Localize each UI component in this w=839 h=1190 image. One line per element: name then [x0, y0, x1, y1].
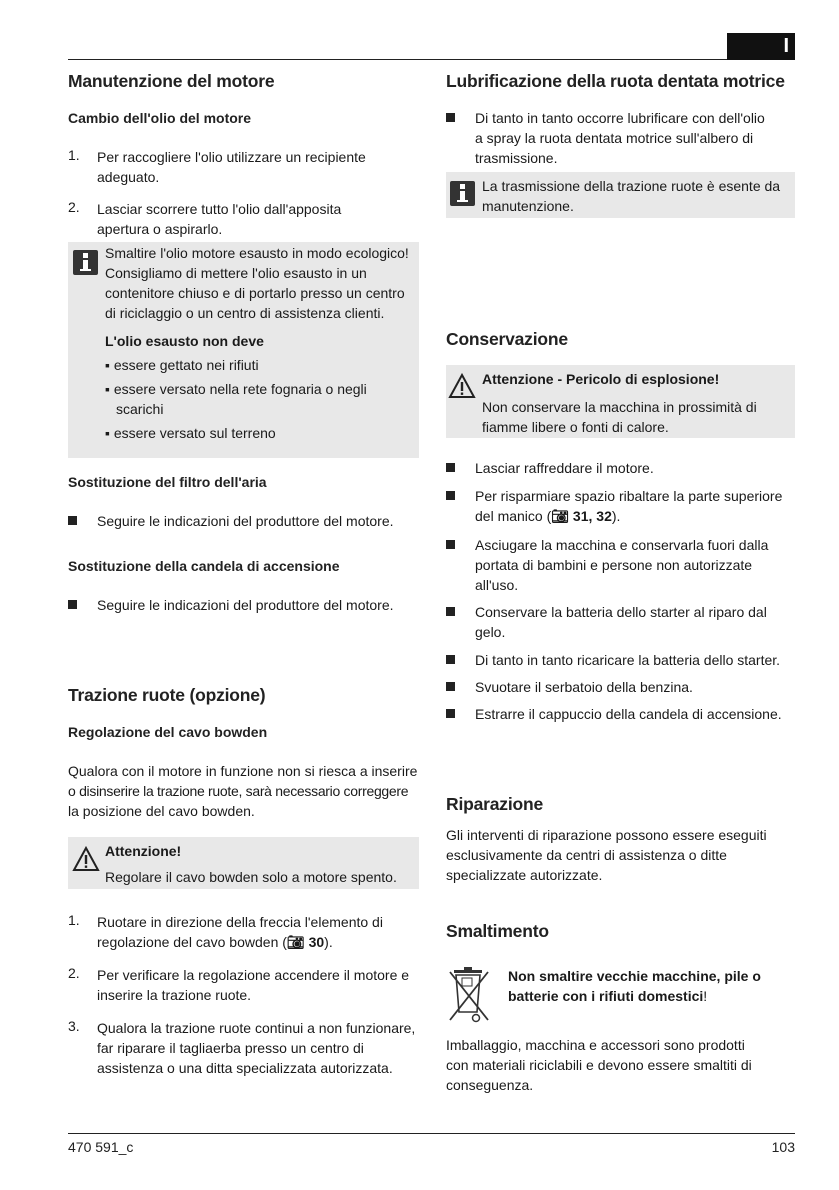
bullet-square	[446, 113, 455, 122]
bullet-square	[446, 607, 455, 616]
item-line: Per risparmiare spazio ribaltare la parte superiore	[475, 488, 783, 504]
step-number: 2.	[68, 199, 80, 215]
step-line: assistenza o una ditta specializzata autorizzata.	[97, 1060, 393, 1076]
paragraph-line: con materiali riciclabili e devono essere smaltiti di	[446, 1057, 752, 1073]
step-line: Per verificare la regolazione accendere il motore e	[97, 967, 410, 983]
warning-box-explosion	[446, 365, 795, 438]
info-bullet: ▪ essere versato sul terreno	[105, 425, 276, 441]
info-bullet-cont: scarichi	[116, 401, 164, 417]
bowden-title: Regolazione del cavo bowden	[68, 724, 268, 740]
item-text-pre: del manico (	[475, 508, 552, 524]
info-line: contenitore chiuso e di portarlo presso un centro	[105, 285, 405, 301]
lubrication-title: Lubrificazione della ruota dentata motrice	[446, 71, 785, 91]
warning-icon	[72, 846, 100, 872]
camera-icon: 📷︎	[551, 508, 570, 524]
bullet-square	[446, 463, 455, 472]
figure-ref: 30	[304, 934, 325, 950]
warning-title: Attenzione - Pericolo di esplosione!	[482, 371, 720, 387]
disposal-warning-line	[508, 986, 761, 1006]
item-line: Di tanto in tanto occorre lubrificare con dell'olio	[475, 110, 765, 126]
warning-line: Non conservare la macchina in prossimità di	[482, 399, 757, 415]
item-text	[475, 108, 765, 168]
item-line: gelo.	[475, 624, 506, 640]
repair-title: Riparazione	[446, 794, 543, 814]
item-text: Lasciar raffreddare il motore.	[475, 460, 654, 476]
info-bullet: ▪ essere gettato nei rifiuti	[105, 357, 259, 373]
item-text: Estrarre il cappuccio della candela di accensione.	[475, 706, 782, 722]
item-text: Di tanto in tanto ricaricare la batteria dello starter.	[475, 652, 781, 668]
step-text	[97, 912, 383, 952]
warning-icon	[448, 373, 476, 399]
warning-box-bowden	[68, 837, 419, 889]
paragraph-line: Gli interventi di riparazione possono essere eseguiti	[446, 827, 767, 843]
paragraph-line: o disinserire la trazione ruote, sarà necessario correggere	[68, 783, 409, 799]
info-line: Consigliamo di mettere l'olio esausto in un	[105, 265, 367, 281]
item-text: Seguire le indicazioni del produttore del motore.	[97, 597, 394, 613]
header-rule	[68, 59, 795, 60]
step-line: Qualora la trazione ruote continui a non funzionare,	[97, 1020, 416, 1036]
item-line: trasmissione.	[475, 150, 558, 166]
bullet-square	[446, 655, 455, 664]
disposal-title: Smaltimento	[446, 921, 549, 941]
disposal-warning-end: !	[703, 988, 708, 1004]
step-text	[97, 199, 341, 239]
paragraph-line: Imballaggio, macchina e accessori sono prodotti	[446, 1037, 745, 1053]
paragraph-line: specializzate autorizzate.	[446, 867, 603, 883]
step-line: Ruotare in direzione della freccia l'elemento di	[97, 914, 383, 930]
step-line: Lasciar scorrere tutto l'olio dall'apposita	[97, 201, 342, 217]
step-text	[97, 965, 409, 1005]
info-icon	[73, 250, 98, 275]
page-number: 103	[771, 1139, 795, 1155]
bullet-square	[446, 682, 455, 691]
step-line: apertura o aspirarlo.	[97, 221, 223, 237]
item-text: Svuotare il serbatoio della benzina.	[475, 679, 693, 695]
step-text	[97, 147, 366, 187]
paragraph-line: conseguenza.	[446, 1077, 534, 1093]
item-text	[475, 535, 768, 595]
item-text: Seguire le indicazioni del produttore del motore.	[97, 513, 394, 529]
step-line: far riparare il tagliaerba presso un centro di	[97, 1040, 364, 1056]
warning-text: Regolare il cavo bowden solo a motore spento.	[105, 869, 397, 885]
item-text-post: ).	[611, 508, 621, 524]
step-text-pre: regolazione del cavo bowden (	[97, 934, 287, 950]
info-box-transmission	[446, 172, 795, 218]
warning-text	[482, 397, 757, 437]
info-subtitle: L'olio esausto non deve	[105, 333, 264, 349]
item-line	[475, 506, 782, 526]
step-number: 3.	[68, 1018, 80, 1034]
step-text-post: ).	[324, 934, 333, 950]
paragraph-line: la posizione del cavo bowden.	[68, 803, 255, 819]
item-line: all'uso.	[475, 577, 519, 593]
bowden-paragraph	[68, 761, 423, 821]
disposal-paragraph	[446, 1035, 752, 1095]
step-number: 2.	[68, 965, 80, 981]
paragraph-line: esclusivamente da centri di assistenza o ditte	[446, 847, 727, 863]
language-tab: I	[727, 33, 795, 60]
step-line: inserire la trazione ruote.	[97, 987, 252, 1003]
disposal-warning	[508, 966, 761, 1006]
info-line: La trasmissione della trazione ruote è esente da	[482, 178, 781, 194]
paragraph-line: Qualora con il motore in funzione non si riesca a inserire	[68, 763, 418, 779]
warning-title: Attenzione!	[105, 843, 182, 859]
doc-number: 470 591_c	[68, 1139, 134, 1155]
step-line	[97, 932, 383, 952]
step-line: adeguato.	[97, 169, 160, 185]
disposal-warning-line: Non smaltire vecchie macchine, pile o	[508, 968, 761, 984]
traction-title: Trazione ruote (opzione)	[68, 685, 266, 705]
oil-change-title: Cambio dell'olio del motore	[68, 110, 252, 126]
info-line: di riciclaggio o un centro di assistenza clienti.	[105, 305, 385, 321]
bullet-square	[446, 540, 455, 549]
item-line: Conservare la batteria dello starter al riparo dal	[475, 604, 767, 620]
step-line: Per raccogliere l'olio utilizzare un recipiente	[97, 149, 366, 165]
info-text	[482, 176, 780, 216]
crossed-bin-icon	[446, 966, 494, 1028]
disposal-warning-text: batterie con i rifiuti domestici	[508, 988, 704, 1004]
item-line: Asciugare la macchina e conservarla fuori dalla	[475, 537, 769, 553]
step-number: 1.	[68, 147, 80, 163]
step-text	[97, 1018, 415, 1078]
bullet-square	[446, 491, 455, 500]
item-text	[475, 602, 767, 642]
motor-maintenance-title: Manutenzione del motore	[68, 71, 275, 91]
repair-paragraph	[446, 825, 767, 885]
bullet-square	[446, 709, 455, 718]
footer-rule	[68, 1133, 795, 1134]
storage-title: Conservazione	[446, 329, 568, 349]
info-text	[105, 243, 409, 443]
info-box-oil	[68, 242, 419, 458]
bullet-square	[68, 516, 77, 525]
item-text	[475, 486, 782, 526]
info-bullet: ▪ essere versato nella rete fognaria o negli	[105, 381, 367, 397]
bullet-square	[68, 600, 77, 609]
item-line: portata di bambini e persone non autorizzate	[475, 557, 753, 573]
air-filter-title: Sostituzione del filtro dell'aria	[68, 474, 267, 490]
info-line: Smaltire l'olio motore esausto in modo ecologico!	[105, 245, 409, 261]
info-line: manutenzione.	[482, 198, 574, 214]
camera-icon: 📷︎	[286, 934, 305, 950]
step-number: 1.	[68, 912, 80, 928]
info-icon	[450, 181, 475, 206]
figure-ref: 31, 32	[569, 508, 612, 524]
spark-plug-title: Sostituzione della candela di accensione	[68, 558, 340, 574]
warning-line: fiamme libere o fonti di calore.	[482, 419, 669, 435]
item-line: a spray la ruota dentata motrice sull'albero di	[475, 130, 754, 146]
